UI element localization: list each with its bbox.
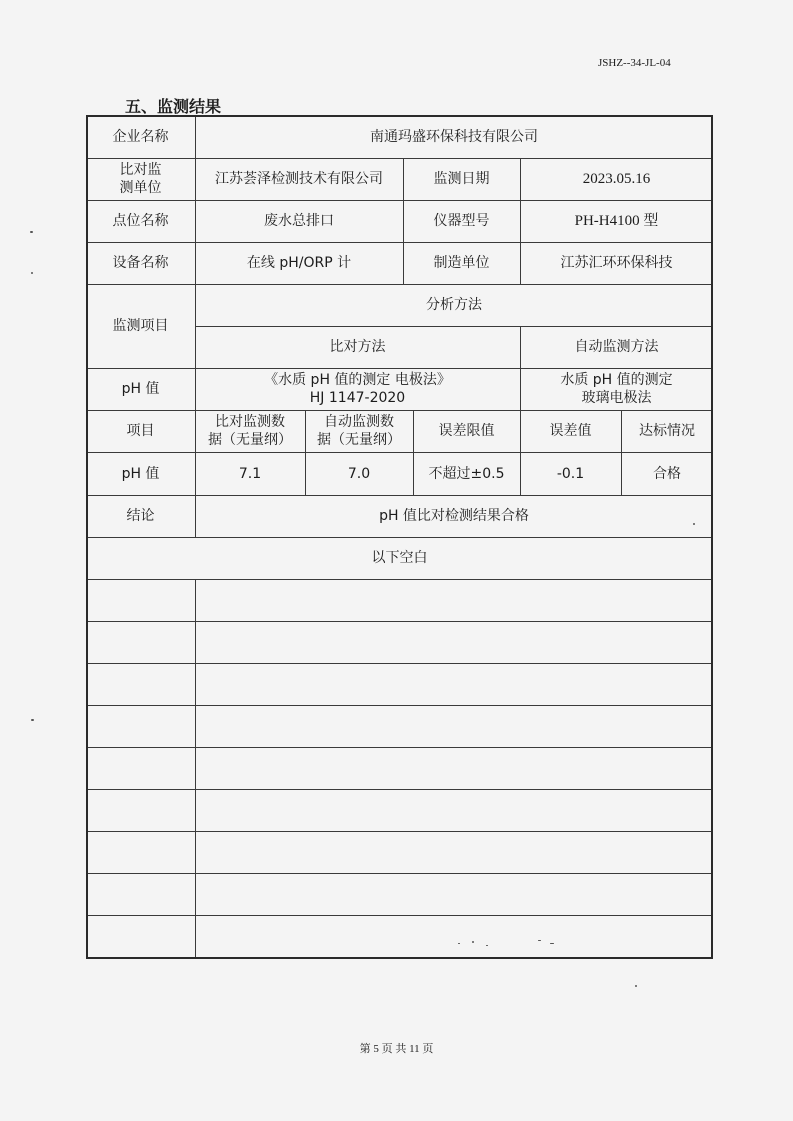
scan-speck [31,719,34,721]
compare-method-label: 比对方法 [329,339,386,355]
col-item-header: 项目 [126,423,155,439]
scan-speck [550,943,554,944]
model-label: 仪器型号 [433,213,490,229]
company-value: 南通玛盛环保科技有限公司 [370,128,538,145]
results-table [86,115,713,959]
scan-speck [30,231,33,233]
page-number: 第 5 页 共 11 页 [359,1043,434,1055]
blank-note: 以下空白 [371,550,428,566]
compare-method-value: 《水质 pH 值的测定 电极法》 HJ 1147-2020 [264,372,451,406]
col-auto-data-header: 自动监测数 据（无量纲） [317,414,401,448]
col-error-header: 误差值 [549,423,592,439]
item-label: 监测项目 [112,318,169,334]
company-label: 企业名称 [112,128,169,145]
doc-code: JSHZ--34-JL-04 [598,57,671,69]
row-limit: 不超过±0.5 [428,465,505,482]
equipment-value: 在线 pH/ORP 计 [246,255,352,271]
scan-speck [458,943,460,944]
scan-speck [635,985,637,987]
row-auto-data: 7.0 [347,465,371,482]
conclusion-label: 结论 [126,508,155,524]
compare-unit-value: 江苏荟泽检测技术有限公司 [215,171,383,187]
row-item: pH 值 [121,465,160,482]
auto-method-label: 自动监测方法 [574,339,659,355]
col-limit-header: 误差限值 [438,423,495,439]
analysis-method-label: 分析方法 [426,297,482,313]
compare-unit-label: 比对监 测单位 [119,162,162,196]
section-title: 五、监测结果 [125,97,222,116]
date-label: 监测日期 [433,171,490,187]
scan-speck [538,940,541,941]
maker-value: 江苏汇环环保科技 [560,255,673,271]
col-status-header: 达标情况 [639,423,695,439]
point-value: 废水总排口 [264,213,334,229]
auto-method-value: 水质 pH 值的测定 玻璃电极法 [560,372,673,406]
row-status: 合格 [653,465,681,482]
model-value: PH-H4100 型 [574,213,659,229]
row-compare-data: 7.1 [238,465,262,482]
col-compare-data-header: 比对监测数 据（无量纲） [208,414,292,448]
maker-label: 制造单位 [433,255,490,271]
scan-speck [472,941,474,943]
equipment-label: 设备名称 [112,255,169,271]
row-error: -0.1 [556,465,585,482]
scan-speck [486,945,488,946]
scan-speck [31,272,33,274]
point-label: 点位名称 [112,213,169,229]
scan-speck [693,523,695,525]
ph-label: pH 值 [121,381,160,397]
date-value: 2023.05.16 [582,171,651,187]
conclusion-value: pH 值比对检测结果合格 [379,508,529,524]
